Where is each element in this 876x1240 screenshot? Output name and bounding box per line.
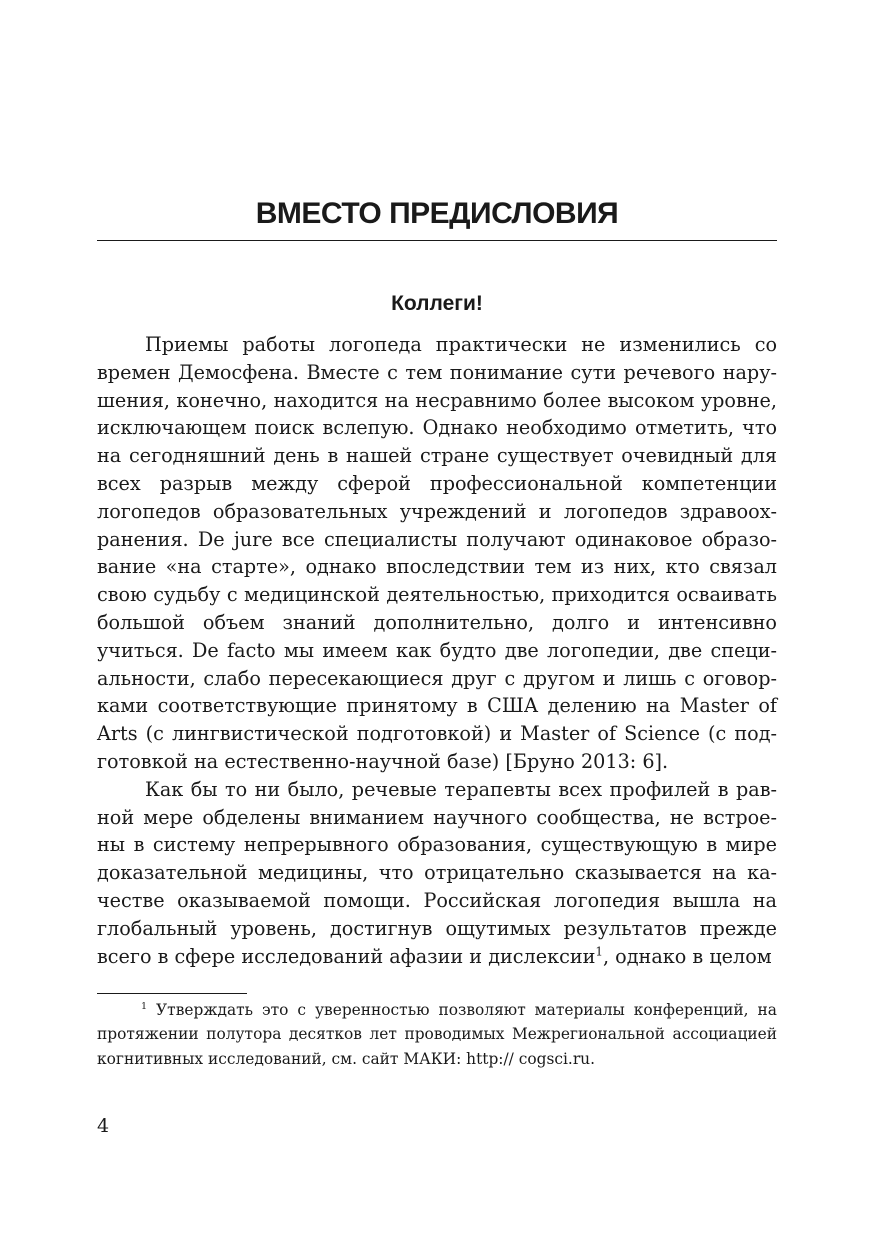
chapter-title: ВМЕСТО ПРЕДИСЛОВИЯ xyxy=(255,197,619,230)
paragraph-2 xyxy=(97,776,777,971)
footnote-marker: 1 xyxy=(141,1000,148,1012)
paragraph-1: Приемы работы логопеда практически не изменились со времен Демосфена. Вместе с тем понимание сути речевого нарушения, конечно, находится на несравнимо более высоком уровне, исключающем поиск вслепую. Однако необходимо отметить, что на сегодняшний день в нашей стране существует очевидный для всех разрыв между сферой профессиональной компетенции логопедов образовательных учреждений и логопедов здравоохранения. De jure все специалисты получают одинаковое образование «на старте», однако впоследствии тем из них, кто связал свою судьбу с медицинской деятельностью, приходится осваивать большой объем знаний дополнительно, долго и интенсивно учиться. De facto мы имеем как будто две логопедии, две специальности, слабо пересекающиеся друг с другом и лишь с оговорками соответствующие принятому в США делению на Master of Arts (с лингвистической подготовкой) и Master of Science (с подготовкой на естественно-научной базе) [Бруно 2013: 6]. xyxy=(97,333,777,773)
footnote-text: Утверждать это с уверенностью позволяют материалы конференций, на протяжении полутора десятков лет проводимых Межрегиональной ассоциацией когнитивных исследований, см. сайт МАКИ: http:// cogsci.ru. xyxy=(97,1001,777,1068)
book-page xyxy=(97,0,777,1240)
section-heading: Коллеги! xyxy=(391,292,483,315)
footnote-divider xyxy=(97,993,247,994)
footnote-reference: 1 xyxy=(595,944,603,959)
footnote xyxy=(97,998,777,1071)
paragraph-2-text: Как бы то ни было, речевые терапевты всех профилей в равной мере обделены вниманием научного сообщества, не встроены в систему непрерывного образования, существующую в мире доказательной медицины, что отрицательно сказывается на качестве оказываемой помощи. Российская логопедия вышла на глобальный уровень, достигнув ощутимых результатов прежде всего в сфере исследований афазии и дислексии xyxy=(97,777,777,968)
page-number: 4 xyxy=(97,1115,110,1137)
title-divider xyxy=(97,240,777,241)
paragraph-2-tail: , однако в целом xyxy=(602,944,772,968)
body-text xyxy=(97,331,777,970)
